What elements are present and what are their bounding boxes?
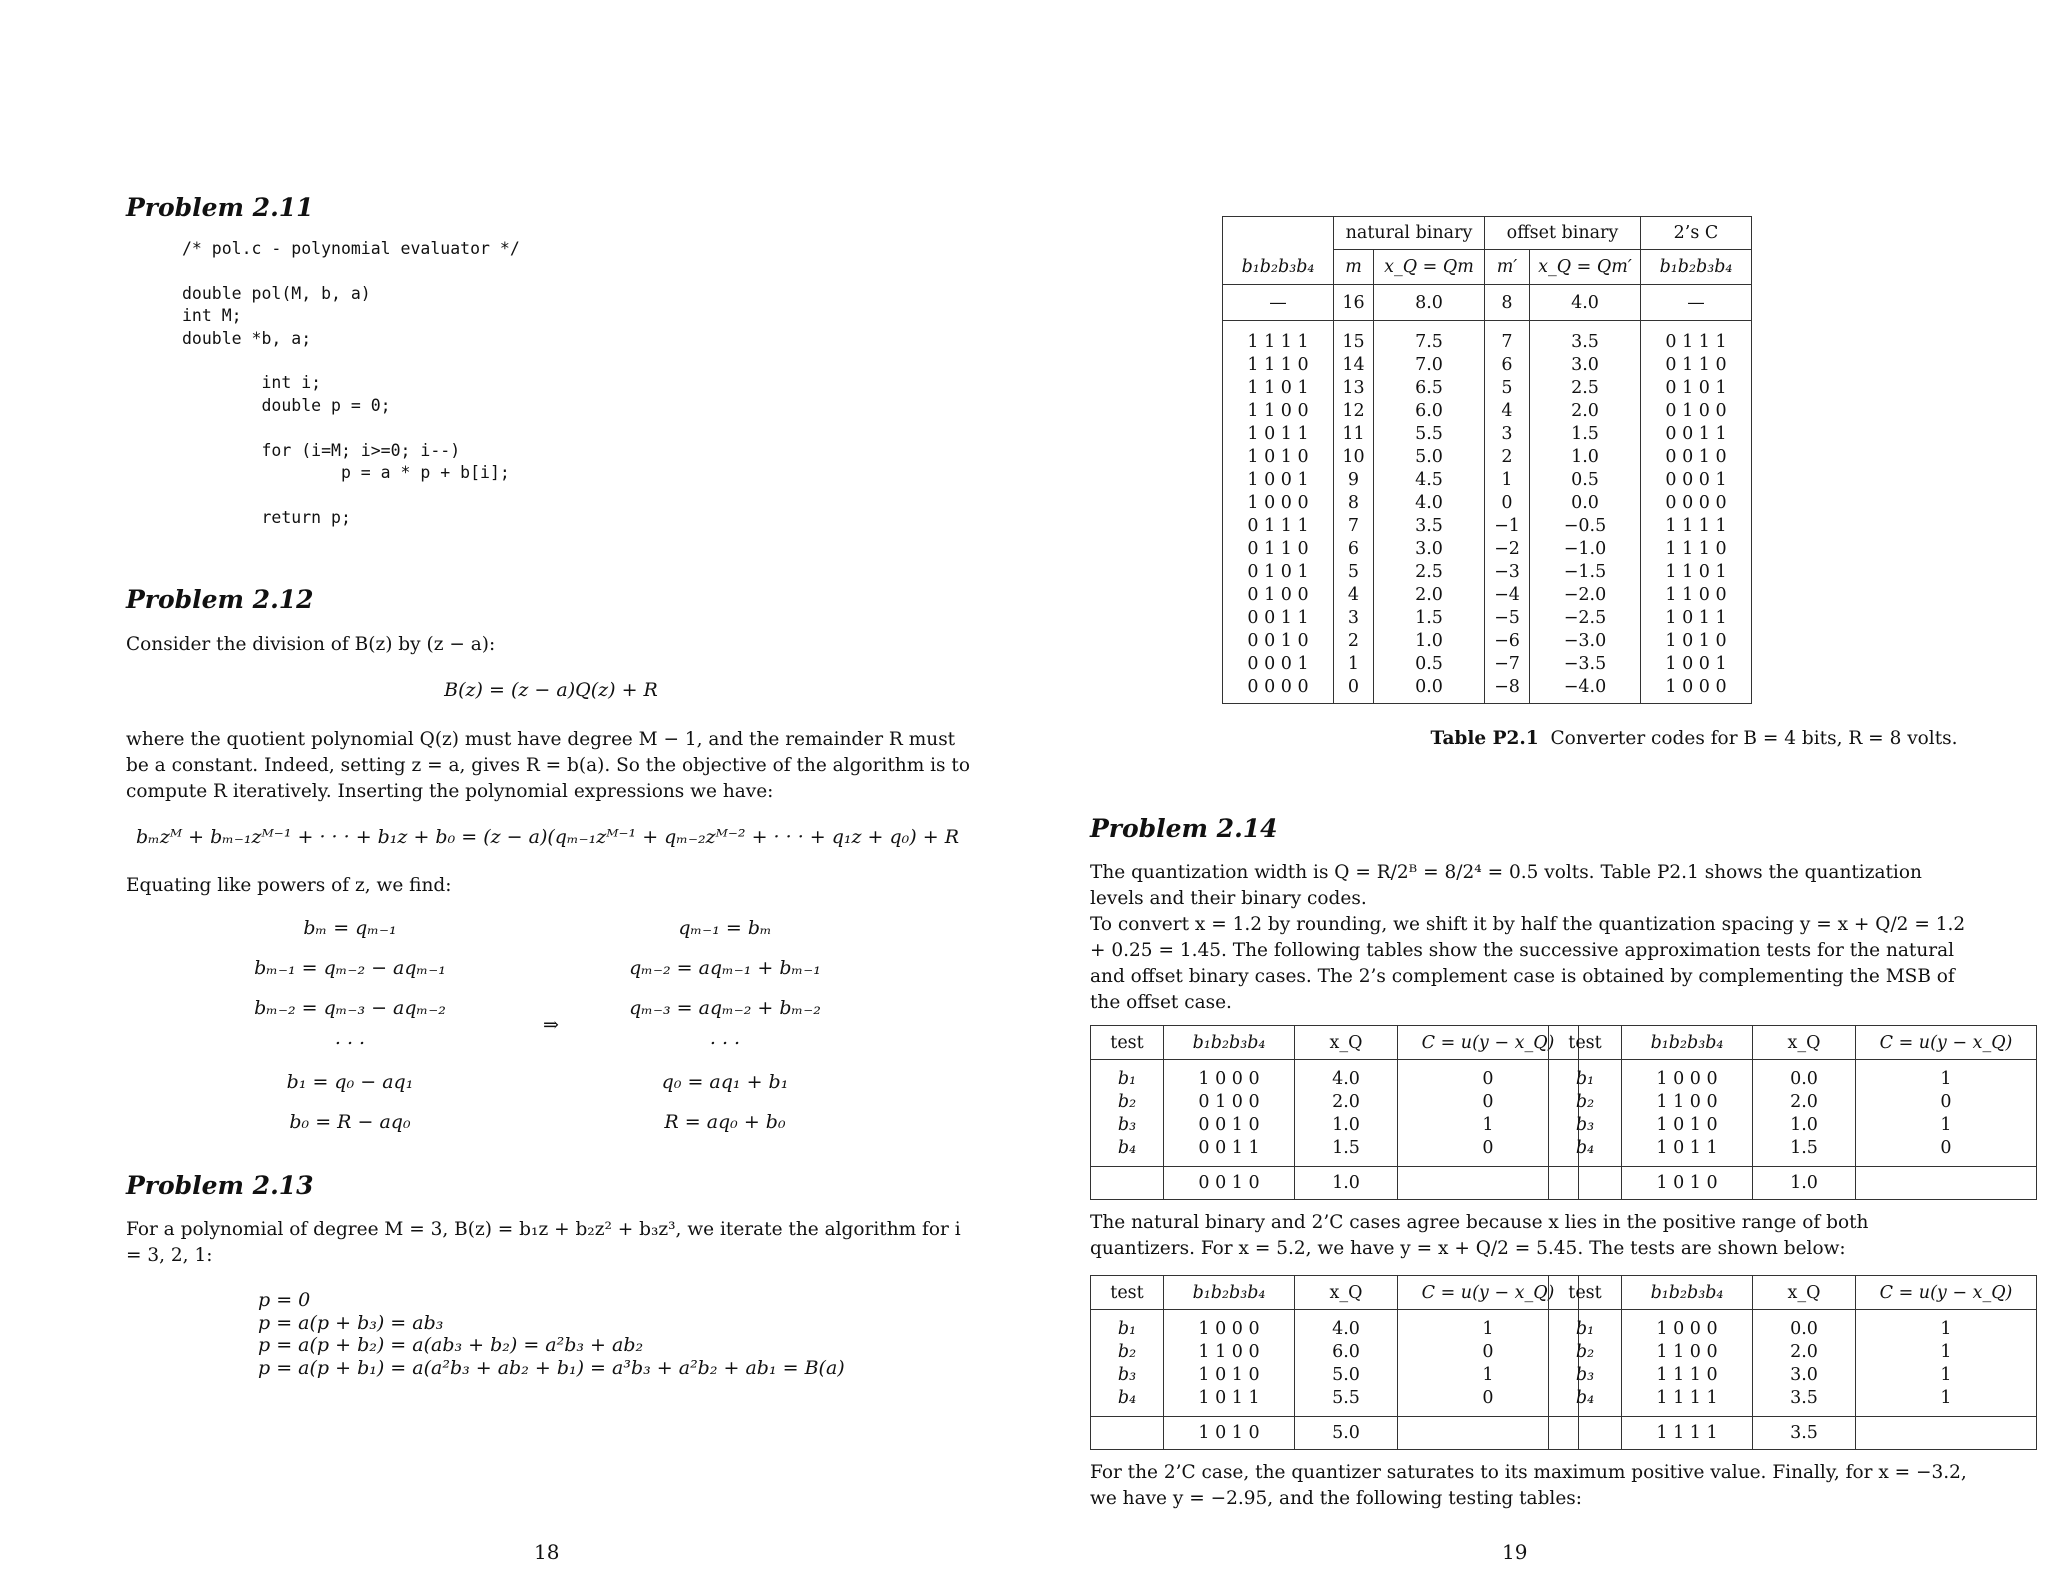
column-header: C = u(y − x_Q) <box>1398 1026 1579 1060</box>
column-header: x_Q <box>1753 1276 1856 1310</box>
table-row <box>1223 538 1752 561</box>
table-row <box>1091 1341 1579 1364</box>
table-cell: b₃ <box>1091 1364 1164 1387</box>
table-cell: −8 <box>1485 676 1530 704</box>
table-cell: 1 0 0 0 <box>1164 1060 1295 1092</box>
table-cell: 2.0 <box>1374 584 1485 607</box>
table-cell: 2 <box>1485 446 1530 469</box>
table-cell: 1.0 <box>1753 1114 1856 1137</box>
table-cell: 0 0 1 1 <box>1164 1137 1295 1167</box>
table-cell: −3.0 <box>1530 630 1641 653</box>
table-cell: 6 <box>1334 538 1374 561</box>
sa-table-offset-2 <box>1548 1275 2037 1450</box>
table-cell: −0.5 <box>1530 515 1641 538</box>
table-cell: 1 1 0 0 <box>1622 1091 1753 1114</box>
result-cell <box>1549 1417 1622 1450</box>
table-row <box>1223 377 1752 400</box>
table-cell: 4 <box>1334 584 1374 607</box>
equation: qₘ₋₁ = bₘ <box>678 917 772 939</box>
table-row <box>1223 321 1752 355</box>
table-cell: 1 0 0 0 <box>1622 1310 1753 1342</box>
table-cell: 0.5 <box>1530 469 1641 492</box>
table-cell: 2.0 <box>1295 1091 1398 1114</box>
table-cell: 5 <box>1485 377 1530 400</box>
table-cell: −3.5 <box>1530 653 1641 676</box>
column-header: x_Q = Qm <box>1374 250 1485 285</box>
table-cell: 1 0 0 0 <box>1641 676 1752 704</box>
table-cell: 3.5 <box>1753 1387 1856 1417</box>
successive-approximation-table <box>1090 1275 1579 1450</box>
table-cell: 6.0 <box>1374 400 1485 423</box>
column-header: x_Q <box>1753 1026 1856 1060</box>
table-cell: 0.5 <box>1374 653 1485 676</box>
table-cell: 1 1 1 1 <box>1622 1387 1753 1417</box>
table-cell: 1 <box>1856 1364 2037 1387</box>
table-cell: 12 <box>1334 400 1374 423</box>
column-header: test <box>1091 1276 1164 1310</box>
table-cell: b₂ <box>1549 1341 1622 1364</box>
division-equation: B(z) = (z − a)Q(z) + R <box>444 679 658 701</box>
table-cell: 1.0 <box>1295 1114 1398 1137</box>
table-cell: 5.5 <box>1374 423 1485 446</box>
polynomial-evaluator-code: /* pol.c - polynomial evaluator */ double pol(M, b, a) int M; double *b, a; int i; double p = 0; for (i=M; i>=0; i--) p = a * p + b[i]; return p; <box>182 239 520 527</box>
table-cell: 3.0 <box>1530 354 1641 377</box>
table-cell: 3.5 <box>1530 321 1641 355</box>
table-cell: 14 <box>1334 354 1374 377</box>
table-cell: 1 0 0 0 <box>1223 492 1334 515</box>
result-cell: 3.5 <box>1753 1417 1856 1450</box>
table-cell: 7 <box>1485 321 1530 355</box>
table-cell: −1.5 <box>1530 561 1641 584</box>
table-row <box>1223 400 1752 423</box>
table-cell: b₁ <box>1091 1060 1164 1092</box>
column-header: test <box>1091 1026 1164 1060</box>
polynomial-expansion-equation: bₘzᴹ + bₘ₋₁zᴹ⁻¹ + · · · + b₁z + b₀ = (z − a)(qₘ₋₁zᴹ⁻¹ + qₘ₋₂zᴹ⁻² + · · · + q₁z + q₀) + R <box>136 826 960 848</box>
sa-table-natural-2 <box>1090 1275 1579 1450</box>
table-cell: 5 <box>1334 561 1374 584</box>
table-cell: 1 0 0 0 <box>1622 1060 1753 1092</box>
table-cell: 6 <box>1485 354 1530 377</box>
table-cell: 0 <box>1398 1137 1579 1167</box>
table-cell: −3 <box>1485 561 1530 584</box>
table-cell: 0 <box>1856 1091 2037 1114</box>
table-cell: 4.0 <box>1295 1310 1398 1342</box>
table-cell: 1 0 1 0 <box>1164 1364 1295 1387</box>
right-page <box>1024 0 2048 1582</box>
column-header: b₁b₂b₃b₄ <box>1164 1026 1295 1060</box>
table-row <box>1223 561 1752 584</box>
table-cell: 0 1 1 0 <box>1641 354 1752 377</box>
table-cell: 13 <box>1334 377 1374 400</box>
result-row <box>1549 1167 2037 1200</box>
table-caption <box>1024 728 2048 749</box>
quotient-paragraph: where the quotient polynomial Q(z) must have degree M − 1, and the remainder R must be a constant. Indeed, setting z = a, gives R = b(a). So the objective of the algorithm is to compute R iteratively. Inserting the polynomial expressions we have: <box>126 729 970 802</box>
table-cell: 4.0 <box>1374 492 1485 515</box>
table-row <box>1549 1091 2037 1114</box>
table-cell: 0 <box>1398 1091 1579 1114</box>
result-cell: 1 0 1 0 <box>1622 1167 1753 1200</box>
iteration-equations <box>258 1289 845 1379</box>
column-header: x_Q = Qm′ <box>1530 250 1641 285</box>
table-cell: 8 <box>1334 492 1374 515</box>
equation: bₘ₋₁ = qₘ₋₂ − aqₘ₋₁ <box>254 957 446 979</box>
table-cell: 4.5 <box>1374 469 1485 492</box>
table-cell: 1 1 1 0 <box>1641 538 1752 561</box>
table-cell: 0 <box>1398 1060 1579 1092</box>
converter-codes-table <box>1222 216 1752 704</box>
result-cell: 0 0 1 0 <box>1164 1167 1295 1200</box>
table-cell: 2.5 <box>1530 377 1641 400</box>
result-cell: 1.0 <box>1753 1167 1856 1200</box>
table-cell: 1 1 0 0 <box>1223 400 1334 423</box>
equation: bₘ₋₂ = qₘ₋₃ − aqₘ₋₂ <box>254 997 446 1019</box>
table-row <box>1549 1364 2037 1387</box>
table-row <box>1223 469 1752 492</box>
table-cell: 1 0 1 1 <box>1164 1387 1295 1417</box>
table-cell: 5.0 <box>1295 1364 1398 1387</box>
agreement-paragraph: The natural binary and 2’C cases agree because x lies in the positive range of both quantizers. For x = 5.2, we have y = x + Q/2 = 5.45. The tests are shown below: <box>1090 1212 1869 1259</box>
table-cell: 8 <box>1485 285 1530 321</box>
table-row <box>1091 1364 1579 1387</box>
table-cell: 1 0 1 1 <box>1223 423 1334 446</box>
table-cell: 1 0 0 0 <box>1164 1310 1295 1342</box>
table-cell: 0.0 <box>1753 1060 1856 1092</box>
column-header: b₁b₂b₃b₄ <box>1641 250 1752 285</box>
table-cell: −4 <box>1485 584 1530 607</box>
table-cell: 2.5 <box>1374 561 1485 584</box>
table-cell: −1 <box>1485 515 1530 538</box>
column-header: b₁b₂b₃b₄ <box>1622 1276 1753 1310</box>
table-row <box>1223 676 1752 704</box>
table-cell: 0.0 <box>1374 676 1485 704</box>
table-cell: 0 0 0 1 <box>1641 469 1752 492</box>
sa-table-offset-1 <box>1548 1025 2037 1200</box>
equation: bₘ = qₘ₋₁ <box>303 917 397 939</box>
table-cell: 1 <box>1856 1060 2037 1092</box>
table-row <box>1223 354 1752 377</box>
table-cell: 4 <box>1485 400 1530 423</box>
table-cell: 0 1 1 1 <box>1641 321 1752 355</box>
table-cell: 15 <box>1334 321 1374 355</box>
sa-table-natural-1 <box>1090 1025 1579 1200</box>
coefficient-equations-left <box>200 908 500 1142</box>
equation: p = a(p + b₁) = a(a²b₃ + ab₂ + b₁) = a³b₃ + a²b₂ + ab₁ = B(a) <box>258 1356 845 1379</box>
group-header: 2’s C <box>1641 217 1752 250</box>
table-cell: 1 1 0 1 <box>1641 561 1752 584</box>
equation: qₘ₋₂ = aqₘ₋₁ + bₘ₋₁ <box>629 957 821 979</box>
table-cell: 1.5 <box>1530 423 1641 446</box>
table-cell: 3 <box>1334 607 1374 630</box>
table-cell: b₂ <box>1091 1341 1164 1364</box>
table-cell: 0 <box>1485 492 1530 515</box>
table-cell: 2.0 <box>1753 1341 1856 1364</box>
table-cell: 0 1 1 0 <box>1223 538 1334 561</box>
caption-text: Converter codes for B = 4 bits, R = 8 volts. <box>1550 728 1958 749</box>
group-header: natural binary <box>1334 217 1485 250</box>
table-cell: b₄ <box>1549 1137 1622 1167</box>
table-cell: 0 1 1 1 <box>1223 515 1334 538</box>
table-cell: 8.0 <box>1374 285 1485 321</box>
result-row <box>1091 1167 1579 1200</box>
table-cell: 1 <box>1398 1114 1579 1137</box>
table-cell: 1 1 1 0 <box>1223 354 1334 377</box>
table-cell: 1 0 1 0 <box>1641 630 1752 653</box>
table-row <box>1223 492 1752 515</box>
table-cell: −7 <box>1485 653 1530 676</box>
table-cell: b₃ <box>1091 1114 1164 1137</box>
table-cell: b₂ <box>1549 1091 1622 1114</box>
table-cell: 1 1 0 0 <box>1164 1341 1295 1364</box>
degree-three-paragraph: For a polynomial of degree M = 3, B(z) = b₁z + b₂z² + b₃z³, we iterate the algorithm for i = 3, 2, 1: <box>126 1219 961 1266</box>
table-cell: 16 <box>1334 285 1374 321</box>
table-cell: b₄ <box>1549 1387 1622 1417</box>
table-row <box>1091 1137 1579 1167</box>
table-cell: 1 <box>1856 1310 2037 1342</box>
column-header: m′ <box>1485 250 1530 285</box>
table-cell: 9 <box>1334 469 1374 492</box>
table-cell: 4.0 <box>1295 1060 1398 1092</box>
table-cell: b₄ <box>1091 1137 1164 1167</box>
table-cell: 4.0 <box>1530 285 1641 321</box>
table-cell: 1.0 <box>1374 630 1485 653</box>
implies-arrow: ⇒ <box>543 1014 559 1036</box>
table-cell: 0.0 <box>1753 1310 1856 1342</box>
result-cell: 1 1 1 1 <box>1622 1417 1753 1450</box>
table-cell: b₂ <box>1091 1091 1164 1114</box>
table-cell: 7.5 <box>1374 321 1485 355</box>
group-header: offset binary <box>1485 217 1641 250</box>
table-cell: 5.0 <box>1374 446 1485 469</box>
equation: p = 0 <box>258 1289 311 1311</box>
table-row <box>1091 1114 1579 1137</box>
problem-2-14-title: Problem 2.14 <box>1090 814 1278 843</box>
table-cell: 0 1 0 1 <box>1641 377 1752 400</box>
table-cell: 0 <box>1334 676 1374 704</box>
column-header: C = u(y − x_Q) <box>1398 1276 1579 1310</box>
column-header: C = u(y − x_Q) <box>1856 1276 2037 1310</box>
table-row <box>1549 1114 2037 1137</box>
result-cell: 1.0 <box>1295 1167 1398 1200</box>
table-cell: 1 0 1 1 <box>1622 1137 1753 1167</box>
table-cell: 3.5 <box>1374 515 1485 538</box>
table-cell: 1.5 <box>1295 1137 1398 1167</box>
table-cell: 1 <box>1398 1310 1579 1342</box>
table-cell: 0 0 1 0 <box>1164 1114 1295 1137</box>
table-cell: 1 <box>1856 1341 2037 1364</box>
table-cell: — <box>1223 285 1334 321</box>
table-row <box>1091 1060 1579 1092</box>
table-cell: 0 0 1 0 <box>1223 630 1334 653</box>
saturation-paragraph: For the 2’C case, the quantizer saturates to its maximum positive value. Finally, for x = −3.2, we have y = −2.95, and the following testing tables: <box>1090 1462 1967 1509</box>
result-cell <box>1549 1167 1622 1200</box>
equation: qₘ₋₃ = aqₘ₋₂ + bₘ₋₂ <box>629 997 821 1019</box>
table-cell: −1.0 <box>1530 538 1641 561</box>
equating-text: Equating like powers of z, we find: <box>126 875 452 896</box>
table-cell: 0 0 0 1 <box>1223 653 1334 676</box>
rounding-paragraph: To convert x = 1.2 by rounding, we shift it by half the quantization spacing y = x + Q/2 = 1.2 + 0.25 = 1.45. The following tables show the successive approximation tests for the natural and offset binary cases. The 2’s complement case is obtained by complementing the MSB of the offset case. <box>1090 914 1966 1013</box>
equation: q₀ = aq₁ + b₁ <box>661 1071 789 1093</box>
codes-body <box>1223 321 1752 704</box>
table-cell: 0 1 0 0 <box>1164 1091 1295 1114</box>
table-cell: 0.0 <box>1530 492 1641 515</box>
table-cell: b₁ <box>1549 1060 1622 1092</box>
column-header: m <box>1334 250 1374 285</box>
table-row <box>1549 1137 2037 1167</box>
table-cell: 1 <box>1485 469 1530 492</box>
table-cell: b₃ <box>1549 1364 1622 1387</box>
equation: R = aq₀ + b₀ <box>664 1111 786 1133</box>
table-cell: b₃ <box>1549 1114 1622 1137</box>
result-row <box>1091 1417 1579 1450</box>
table-cell: 1 1 1 1 <box>1223 321 1334 355</box>
table-row <box>1091 1091 1579 1114</box>
table-cell: 11 <box>1334 423 1374 446</box>
table-row <box>1549 1387 2037 1417</box>
table-cell: 3.0 <box>1374 538 1485 561</box>
table-cell: 0 1 0 0 <box>1223 584 1334 607</box>
table-row <box>1091 1387 1579 1417</box>
table-row <box>1223 515 1752 538</box>
table-cell: 1 <box>1856 1114 2037 1137</box>
table-cell: 1 0 1 0 <box>1223 446 1334 469</box>
table-cell: 1 1 1 0 <box>1622 1364 1753 1387</box>
quantization-width-paragraph: The quantization width is Q = R/2ᴮ = 8/2⁴ = 0.5 volts. Table P2.1 shows the quantization levels and their binary codes. <box>1090 862 1922 909</box>
table-cell: 1 <box>1856 1387 2037 1417</box>
result-row <box>1549 1417 2037 1450</box>
table-cell: 0 0 1 1 <box>1641 423 1752 446</box>
coefficient-equations-right <box>575 908 875 1142</box>
table-cell: 0 0 1 0 <box>1641 446 1752 469</box>
table-cell: 1 <box>1334 653 1374 676</box>
problem-2-12-title: Problem 2.12 <box>126 585 314 614</box>
successive-approximation-table <box>1090 1025 1579 1200</box>
table-cell: 6.5 <box>1374 377 1485 400</box>
table-cell: −6 <box>1485 630 1530 653</box>
table-cell: 0 <box>1856 1137 2037 1167</box>
caption-label: Table P2.1 <box>1430 728 1539 749</box>
table-cell: 0 <box>1398 1341 1579 1364</box>
column-header: b₁b₂b₃b₄ <box>1164 1276 1295 1310</box>
table-cell: 1.5 <box>1753 1137 1856 1167</box>
table-cell: 0 0 0 0 <box>1641 492 1752 515</box>
column-header: test <box>1549 1026 1622 1060</box>
table-cell: 7 <box>1334 515 1374 538</box>
successive-approximation-table <box>1548 1025 2037 1200</box>
column-header: C = u(y − x_Q) <box>1856 1026 2037 1060</box>
page-number: 19 <box>1502 1540 1528 1564</box>
table-cell: 1 1 0 1 <box>1223 377 1334 400</box>
table-cell: 2.0 <box>1530 400 1641 423</box>
table-cell: — <box>1641 285 1752 321</box>
table-cell: 1 0 1 0 <box>1622 1114 1753 1137</box>
column-header: x_Q <box>1295 1276 1398 1310</box>
table-cell: −2 <box>1485 538 1530 561</box>
division-intro: Consider the division of B(z) by (z − a): <box>126 634 496 655</box>
table-cell: 1 1 1 1 <box>1641 515 1752 538</box>
column-header: b₁b₂b₃b₄ <box>1622 1026 1753 1060</box>
table-row <box>1549 1060 2037 1092</box>
table-cell: 2.0 <box>1753 1091 1856 1114</box>
table-cell: 6.0 <box>1295 1341 1398 1364</box>
table-row <box>1549 1310 2037 1342</box>
equation: b₁ = q₀ − aq₁ <box>286 1071 414 1093</box>
column-header: b₁b₂b₃b₄ <box>1223 250 1334 285</box>
table-row <box>1223 446 1752 469</box>
table-cell: 5.5 <box>1295 1387 1398 1417</box>
table-row <box>1223 607 1752 630</box>
result-cell <box>1091 1167 1164 1200</box>
equation: p = a(p + b₃) = ab₃ <box>258 1311 444 1334</box>
table-cell: −5 <box>1485 607 1530 630</box>
table-cell: −2.5 <box>1530 607 1641 630</box>
problem-2-13-title: Problem 2.13 <box>126 1171 314 1200</box>
table-cell: 1.5 <box>1374 607 1485 630</box>
result-cell <box>1856 1417 2037 1450</box>
table-cell: 0 0 0 0 <box>1223 676 1334 704</box>
table-cell: 7.0 <box>1374 354 1485 377</box>
result-cell <box>1856 1167 2037 1200</box>
table-row <box>1223 653 1752 676</box>
equation: p = a(p + b₂) = a(ab₃ + b₂) = a²b₃ + ab₂ <box>258 1334 644 1356</box>
table-cell: 1 0 1 1 <box>1641 607 1752 630</box>
page-number: 18 <box>534 1540 560 1564</box>
table-row <box>1223 285 1752 321</box>
table-cell: 1 1 0 0 <box>1622 1341 1753 1364</box>
successive-approximation-table <box>1548 1275 2037 1450</box>
ellipsis: . . . <box>709 1027 741 1049</box>
table-cell: 0 <box>1398 1387 1579 1417</box>
table-cell: 1 <box>1398 1364 1579 1387</box>
table-row <box>1223 423 1752 446</box>
table-cell: b₁ <box>1091 1310 1164 1342</box>
table-cell: b₁ <box>1549 1310 1622 1342</box>
table-cell: 0 1 0 1 <box>1223 561 1334 584</box>
table-row <box>1549 1341 2037 1364</box>
table-cell: 0 0 1 1 <box>1223 607 1334 630</box>
result-cell: 5.0 <box>1295 1417 1398 1450</box>
table-cell: 1 0 0 1 <box>1641 653 1752 676</box>
equation: b₀ = R − aq₀ <box>289 1111 411 1133</box>
table-cell: 1.0 <box>1530 446 1641 469</box>
table-cell: 3.0 <box>1753 1364 1856 1387</box>
table-cell: 1 0 0 1 <box>1223 469 1334 492</box>
table-cell: 3 <box>1485 423 1530 446</box>
header-blank <box>1223 217 1334 250</box>
table-cell: 2 <box>1334 630 1374 653</box>
table-cell: −2.0 <box>1530 584 1641 607</box>
table-cell: 1 1 0 0 <box>1641 584 1752 607</box>
table-cell: 0 1 0 0 <box>1641 400 1752 423</box>
column-header: test <box>1549 1276 1622 1310</box>
table-row <box>1223 584 1752 607</box>
result-cell <box>1091 1417 1164 1450</box>
table-cell: b₄ <box>1091 1387 1164 1417</box>
table-row <box>1091 1310 1579 1342</box>
table-cell: −4.0 <box>1530 676 1641 704</box>
result-cell: 1 0 1 0 <box>1164 1417 1295 1450</box>
table-cell: 10 <box>1334 446 1374 469</box>
column-header: x_Q <box>1295 1026 1398 1060</box>
ellipsis: . . . <box>334 1027 366 1049</box>
table-row <box>1223 630 1752 653</box>
problem-2-11-title: Problem 2.11 <box>126 193 314 222</box>
